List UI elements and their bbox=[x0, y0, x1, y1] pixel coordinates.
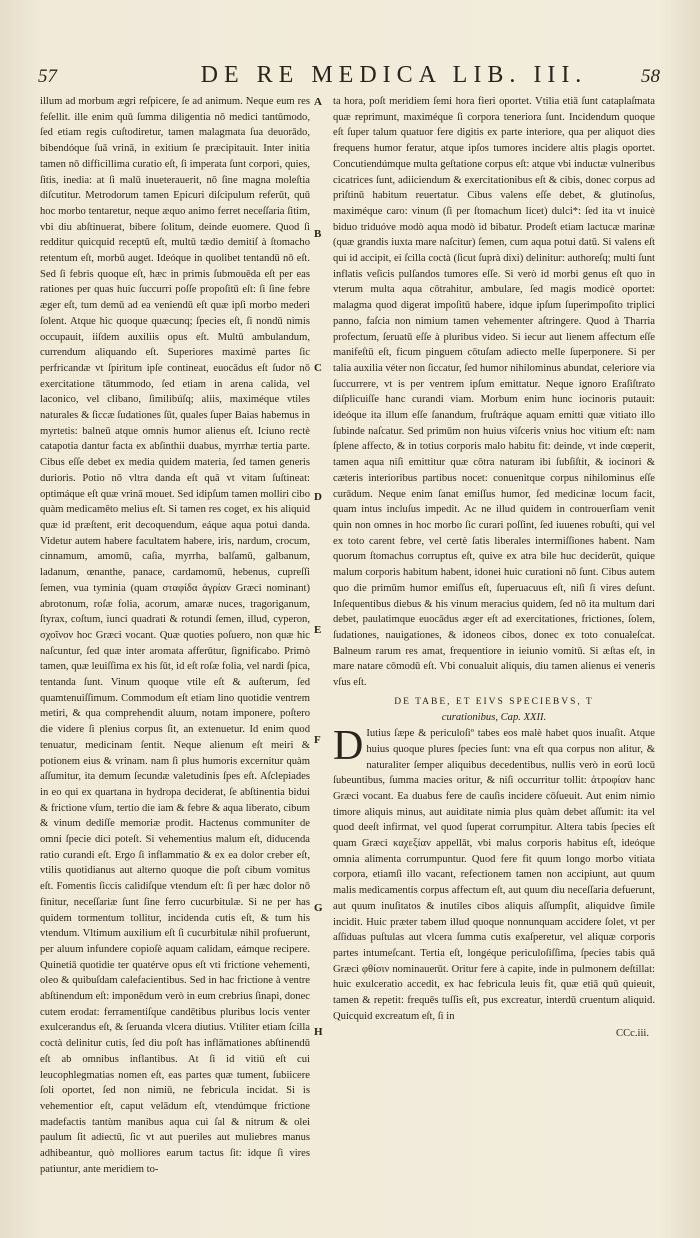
right-column-top-text: ta hora, poſt meridiem ſemi hora fieri oportet. Vtilia etiā ſunt cataplaſmata quæ reprimunt, maximéque ſi corpora teneriora ſunt. Incidendum quoque eſt ſuper talum quatuor fere digitis ex parte interiore, qua per aliquot dies frequens humor feratur, atque ipſos tumores incidere altis plagis oportet. Concutiendúmque multa geſtatione corpus eſt: atque vbi inductæ vulneribus cicatrices ſunt, adiiciendum & exercitationibus eſt & cibis, donec corpus ad priſtinū habitum reuertatur. Cibus valens eſſe debet, & glutinoſus, maximéque caro: vinum (ſi per ſtomachum licet) dulci*: ſed ita vt inuicè biduo triduóve modò aqua modò id bibatur. Prodeſt etiam lactucæ marinæ (quæ grandis iuxta mare naſcitur) ſemen, cum aqua potui datū. Si valens eſt qui id accipit, ei ſcilla coctà (ſicut ſuprà dixi) delinitur: authoreſq; multi ſunt inflatis veſicis pulſandos tumores eſſe. Si verò id morbi genus eſt quo in vterum multa aqua cōtrahitur, ambulare, ſed magis modicè oportet: malagma quod digerat impoſitū habere, idque ipſum ſuperimpoſito triplici panno, faſcia non nimium tamen vehementer aſtringere. Quod à Tharria profectum, ſeruatū eſſe à pluribus video. Si iecur aut lienem affectum eſſe manifeſtū eſt, ficum pinguem cōtuſam adiecto melle ſuperponere. Si per talia auxilia véter non ſiccatur, ſed humor nihilominus abundat, celeriore via ſuccurrere, vt is per ventrem ipſum emittatur. Neque ignoro Eraſiſtrato diſplicuiſſe hanc curandi viam. Morbum enim hunc iocinoris putauit: ideóque ita illum eſſe ſanandum, fruſtráque aquam emitti quæ vitiato illo ſubinde naſcatur. Sed primūm non huius viſceris vnius hoc vitium eſt: nam ſplene affecto, & in totius corporis malo habitu fit: deinde, vt inde cœperit, tamen aqua niſi emittitur quæ cōtra naturam ibi ſubſiſtit, & iocinori & cæteris interioribus partibus nocet: conuenitque corpus nihilominus eſſe curādum. Neque enim ſanat emiſſus humor, ſed medicinæ locum facit, quam intus incluſus impedit. Ac ne illud quidem in controuerſiam venit quin non omnes in hoc morbo ſic curari poſſint, ſed iuuenes robuſti, qui vel ex toto carent febre, vel certè ſatis liberales intermiſſiones habent. Nam quorum ſtomachus corruptus eſt, quive ex atra bile huc deciderūt, quique malum corporis habitum habent, idonei huic curationi nō ſunt. Cibus autem quo die primūm humor emiſſus eſt, ſuperuacuus eſt, niſi ſi vires deſunt. Inſequentibus diebus & his vinum meracius quidem, ſed nō ita multum dari debet, paulatimque euocādus æger eſt ad exercitationes, frictiones, ſolem, ſudationes, nauigationes, & idoneos cibos, donec ex toto conualeſcat. Balneum rarum res amat, frequentiore in ieiunio vomitū. Si æſtas eſt, in mare natare cōmodū eſt. Vbi conualuit aliquis, diu tamen alienus ei veneris vſus eſt. bbox=[333, 96, 655, 689]
running-title: DE RE MEDICA LIB. III. bbox=[200, 62, 588, 88]
drop-cap: D bbox=[333, 723, 364, 770]
right-column bbox=[333, 94, 655, 1042]
page-header bbox=[38, 62, 660, 92]
page-number-right: 58 bbox=[641, 66, 660, 87]
margin-letter-e: E bbox=[314, 624, 322, 636]
margin-letter-d: D bbox=[314, 491, 322, 503]
margin-letter-f: F bbox=[314, 734, 321, 746]
chapter-body-text: Iutius ſæpe & periculoſiº tabes eos malè habet quos inuaſit. Atque huius quoque plures ſpecies ſunt: vna eſt qua corpus non alitur, & naturaliter ſemper aliquibus decedentibus, nullis verò in eorū locū ſubeuntibus, ſumma macies oritur, & niſi occurritur tollit: ἀτροφίαν hanc Græci vocant. Ea duabus fere de cauſis incidere cōſueuit. Aut enim nimio timore aliquis minus, aut auiditate nimia plus quàm debet aſſumit: ita vel quod deeſt infirmat, vel quod ſuperat corrumpitur. Altera tabis ſpecies eſt quam Græci καχεξίαν appellāt, vbi malus corporis habitus eſt, ideóque omnia alimenta corrumpuntur. Quod fere fit quum longo morbo vitiata corpora, etiamſi illo vacant, refectionem tamen non accipiunt, aut quum malis medicamentis corpus affectum eſt, aut quum diu neceſſaria defuerunt, aut quum inuſitatos & inutiles cibos aliquis aſſumpſit, aliquidve ſimile incidit. Huic præter tabem illud quoque nonnunquam accidere ſolet, vt per aſſiduas puſtulas aut vlcera ſumma cutis exaſperetur, vel aliquæ corporis partes intumeſcant. Tertia eſt, longéque periculoſiſſima, ſpecies tabis quā Græci φθίσιν nominauerūt. Oritur fere à capite, inde in pulmonem deſtillat: huic exulceratio accedit, ex hac febricula leuis fit, quæ etiā quū quieuit, tamen & repetit: frequēs tuſſis eſt, pus excreatur, interdū cruentum aliquid. Quicquid excreatum eſt, ſi in bbox=[333, 728, 655, 1022]
page-number-left: 57 bbox=[38, 66, 57, 87]
margin-letter-a: A bbox=[314, 96, 322, 108]
chapter-subheading: curationibus, Cap. XXII. bbox=[441, 712, 547, 724]
left-column-text: illum ad morbum ægri reſpicere, ſe ad animum. Neque eum res feſellit. ille enim quū ſumma diligentia nō medici tantūmodo, ſed etiam regis cuſtodiretur, tamen malagmata ſua deuorādo, bibendóque ſuā vrinā, in exitium ſe præcipitauit. Inter initia tamen nō difficillima curatio eſt, ſi imperata ſunt corpori, quies, ſitis, inedia: at ſi malū inueterauerit, nō ſine magna moleſtia diſcutitur. Metrodorum tamen Epicuri diſcipulum referūt, quū hoc morbo tentaretur, neque æquo animo ferret neceſſaria ſitim, vbi diu abſtinuerat, bibere ſolitum, deinde euomere. Quod ſi redditur quicquid receptū eſt, multū tædio demitiſ à ſtomacho retentum eſt, morbū auget. Ideóque in quolibet tentandū nō eſt. Sed ſi febris quoque eſt, hæc in primis ſubmouēda eſt per eas rationes per quas huic ſuccurri poſſe propoſitū eſt: ſi ſine febre æger eſt, tum demū ad ea veniendū eſt quæ ipſi morbo mederi ſolent. Atque hic quoque quæcunq; ſpecies eſt, ſi nondū nimis occupauit, iiſdem auxiliis opus eſt. Multū ambulandum, currendum aliquando eſt. Superiores maximè partes ſic perfricandæ vt ſpiritum ipſe contineat, euocādus eſt ſudor nō exercitatione tātummodo, ſed etiam in arena calida, vel laconico, vel clibano, ſimilibúſq; aliis, maximéque vtiles naturales & ſiccæ ſudationes ſūt, quales ſuper Baias habemus in myrtetis: balneū atque omnis humor alienus eſt. Iciuno rectè catapotia dantur facta ex abſinthii duabus, myrrhæ tertia parte. Cibus eſſe debet ex media quidem materia, ſed tamen generis durioris. Potio nō vltra danda eſt quā vt vitam ſuſtineat: optimáque eſt quæ vrinā mouet. Sed idipſum tamen molliri cibo quàm medicamēto melius eſt. Si tamen res coget, ex his aliquid quæ id præſtent, erit decoquendum, eáque aqua potui danda. Videtur autem habere facultatem habere, iris, nardum, crocum, cinnamum, amomū, caſia, myrrha, balſamū, galbanum, ladanum, œnanthe, panace, cardamomū, hebenus, cupreſſi ſemen, vua tyminia (quam σταφίδα ἀγρίαν Græci nominant) abrotonum, roſæ folia, acorum, amaræ nuces, tragoriganum, ſtyrax, coſtum, iunci quadrati & rotundi ſemen, illud, cyperon, σχοῖνον hoc Græci vocant. Quæ quoties poſuero, non quæ hic naſcuntur, ſed quæ inter aromata afferūtur, ſignificabo. Primò tamen, quæ leuiſſima ex his ſūt, id eſt roſæ folia, vel nardi ſpica, tentanda ſunt. Vinum quoque vtile eſt & auſterum, ſed quamtenuiſſimum. Commodum eſt etiam lino quotidie ventrem metiri, & qua comprehendit aluum, notam imponere, poſtero die videre ſi plenius corpus ſit, an extenuetur. Id enim quod tenuatur, medicinam ſentit. Neque alienum eſt meiri & potionem eius & vrinam. nam ſi plus humoris excernitur quàm aſſumitur, ita demum ſecundæ valetudinis ſpes eſt. Aſclepiades in eo qui ex quartana in hydropa deciderat, ſe abſtinentia bidui & frictione vſum, tertio die iam & febre & aqua liberato, cibum & vinum dediſſe memoriæ prodit. Hactenus communiter de omni ſpecie dici poteſt. Si vehementius malum eſt, diducenda ratio curandi eſt. Ergo ſi inflammatio & ex ea dolor creber eſt, vtilis quotidianus aut alterno quoque die poſt cibum vomitus eſt. Fomentis ſiccis calidiſque vtendum eſt: ſi per hæc dolor nō finitur, neceſſariæ ſunt ſine ferro cucurbitulæ. Si ne per has quidem tormentum tollitur, incidenda cutis eſt, & tum his vtendum. Vltimum auxilium eſt ſi cucurbitulæ nihil profuerunt, per aluum infundere copioſè aquam calidam, eámque recipere. Quinetiā quotidie ter quatérve opus eſt vti frictione vehementi, oleo & quibuſdam calefacientibus. Sed in hac frictione à ventre abſtinendum eſt: imponēdum verò in eum crebrius ſinapi, donec cutem erodat: ferramentiſque candētibus pluribus locis venter exulcerandus eſt, & ſeruanda vlcera diutius. Vtiliter etiam ſcilla coctà delinitur cutis, ſed diu poſt has inflāmationes abſtinendū eſt ab omnibus inflantibus. At ſi id vitiū eſt cui leucophlegmatias nomen eſt, eas partes quæ tument, ſubiicere ſoli oportet, ſed non nimiū, ne febricula incidat. Si is vehementior eſt, caput velādum eſt, vtendúmque frictione madefactis tantùm manibus aqua cui ſal & nitrum & olei paulum ſit adiectū, ſic vt aut pueriles aut muliebres manus adhibeantur, quò molliores earum tactus ſit: idque ſi vires patiuntur, ante meridiem to- bbox=[40, 96, 310, 1175]
margin-letters bbox=[311, 94, 331, 1194]
signature-mark: CCc.iii. bbox=[616, 1028, 649, 1040]
left-column bbox=[40, 94, 310, 1178]
margin-letter-g: G bbox=[314, 902, 323, 914]
margin-letter-b: B bbox=[314, 228, 322, 240]
margin-letter-h: H bbox=[314, 1026, 323, 1038]
chapter-body bbox=[333, 723, 655, 1024]
margin-letter-c: C bbox=[314, 362, 322, 374]
chapter-heading: DE TABE, ET EIVS SPECIEBVS, T bbox=[394, 696, 594, 707]
